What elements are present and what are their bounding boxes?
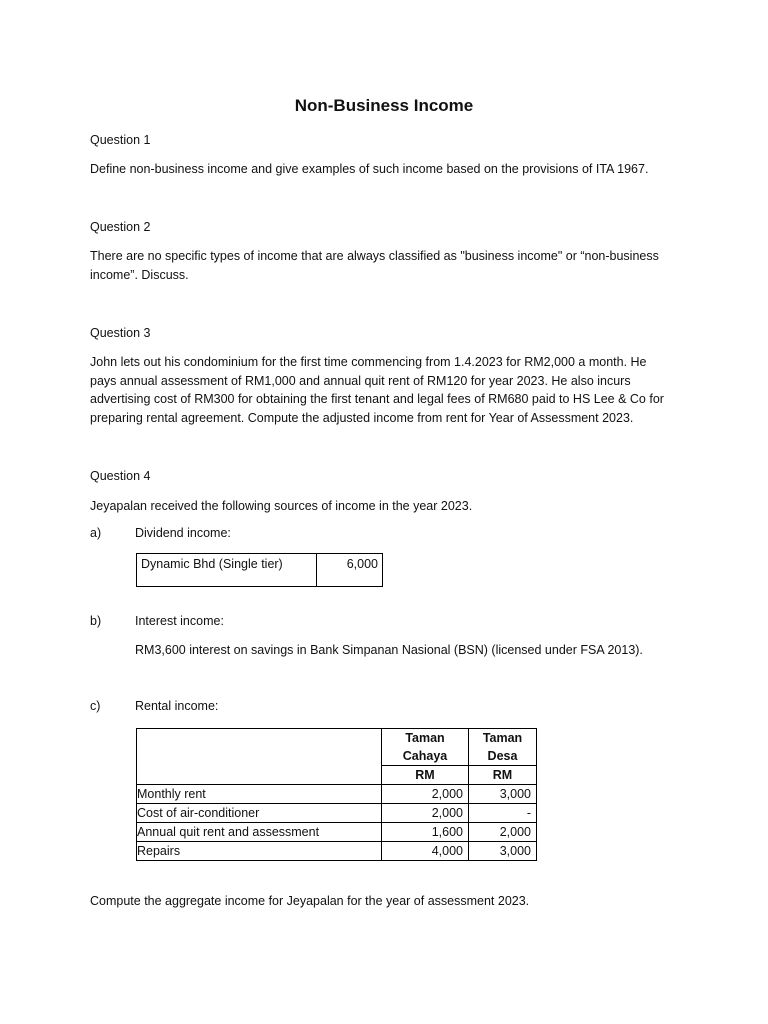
row-label: Repairs — [137, 842, 382, 861]
interest-income-label: Interest income: — [135, 614, 224, 628]
question-3-line-1: John lets out his condominium for the first time commencing from 1.4.2023 for RM2,000 a month. He — [90, 355, 647, 369]
taman-desa-value: 2,000 — [469, 823, 537, 842]
question-4-closing: Compute the aggregate income for Jeyapalan for the year of assessment 2023. — [90, 894, 530, 908]
item-b-marker: b) — [90, 614, 102, 628]
taman-cahaya-header — [382, 729, 469, 766]
question-2-heading: Question 2 — [90, 220, 151, 234]
table-header-row — [137, 729, 537, 766]
question-3-line-3: advertising cost of RM300 for obtaining the first tenant and legal fees of RM680 paid to HS Lee & Co for — [90, 392, 664, 406]
question-3-line-2: pays annual assessment of RM1,000 and annual quit rent of RM120 for year 2023. He also incurs — [90, 374, 631, 388]
row-label: Cost of air-conditioner — [137, 804, 382, 823]
question-1-text: Define non-business income and give examples of such income based on the provisions of ITA 1967. — [90, 162, 649, 176]
taman-cahaya-value: 4,000 — [382, 842, 469, 861]
taman-cahaya-value: 2,000 — [382, 804, 469, 823]
taman-desa-value: 3,000 — [469, 785, 537, 804]
dividend-item: Dynamic Bhd (Single tier) — [137, 554, 317, 587]
taman-cahaya-header-line1: Taman — [405, 731, 445, 745]
question-2-line-2: income”. Discuss. — [90, 268, 189, 282]
taman-cahaya-value: 2,000 — [382, 785, 469, 804]
row-label: Monthly rent — [137, 785, 382, 804]
question-4-intro: Jeyapalan received the following sources of income in the year 2023. — [90, 499, 473, 513]
table-row — [137, 823, 537, 842]
question-4-heading: Question 4 — [90, 469, 151, 483]
interest-income-text: RM3,600 interest on savings in Bank Simpanan Nasional (BSN) (licensed under FSA 2013). — [135, 643, 643, 657]
page-title: Non-Business Income — [294, 96, 474, 115]
dividend-income-label: Dividend income: — [135, 526, 231, 540]
item-a-marker: a) — [90, 526, 102, 540]
table-row — [137, 554, 383, 587]
dividend-value: 6,000 — [317, 554, 383, 587]
taman-cahaya-unit: RM — [382, 766, 469, 785]
row-label: Annual quit rent and assessment — [137, 823, 382, 842]
question-3-line-4: preparing rental agreement. Compute the adjusted income from rent for Year of Assessment 2023. — [90, 411, 634, 425]
question-2-line-1: There are no specific types of income that are always classified as "business income" or “non-business — [90, 249, 659, 263]
question-3-heading: Question 3 — [90, 326, 151, 340]
taman-desa-header — [469, 729, 537, 766]
taman-desa-header-line1: Taman — [482, 731, 523, 745]
item-c-marker: c) — [90, 699, 101, 713]
taman-cahaya-header-line2: Cahaya — [402, 749, 448, 763]
taman-desa-unit: RM — [469, 766, 537, 785]
taman-cahaya-value: 1,600 — [382, 823, 469, 842]
empty-header-cell — [137, 729, 382, 785]
table-row — [137, 785, 537, 804]
rental-income-table — [136, 728, 537, 861]
taman-desa-value: - — [469, 804, 537, 823]
rental-income-label: Rental income: — [135, 699, 219, 713]
taman-desa-header-line2: Desa — [487, 749, 518, 763]
table-row — [137, 842, 537, 861]
dividend-table — [136, 553, 383, 587]
question-1-heading: Question 1 — [90, 133, 151, 147]
table-row — [137, 804, 537, 823]
taman-desa-value: 3,000 — [469, 842, 537, 861]
